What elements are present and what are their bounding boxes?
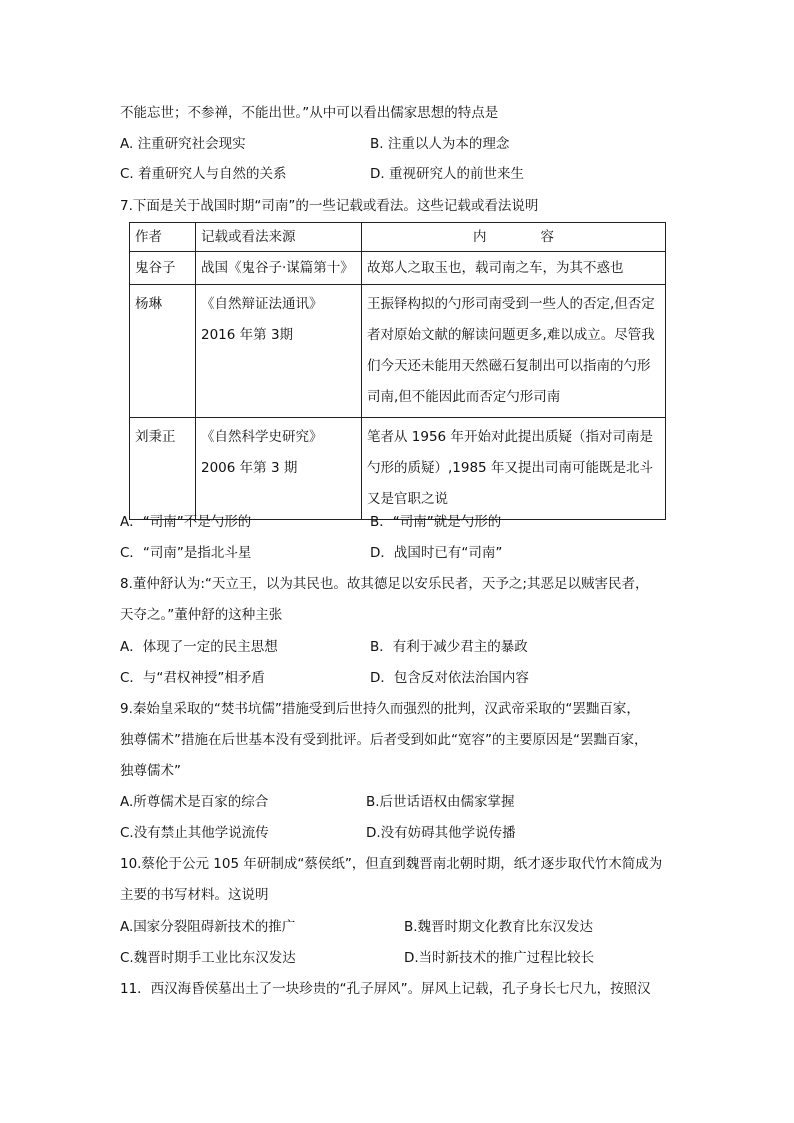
table-cell-content: 王振铎构拟的勺形司南受到一些人的否定,但否定者对原始文献的解读问题更多,难以成立。尽管我们今天还未能用天然磁石复制出可以指南的勺形司南,但不能因此而否定勺形司南 — [362, 285, 666, 418]
q8-option-d: D．包含反对依法治国内容 — [370, 670, 529, 686]
q7-stem: 7.下面是关于战国时期“司南”的一些记载或看法。这些记载或看法说明 — [120, 198, 539, 214]
table-header-author: 作者 — [130, 223, 196, 252]
q10-option-d: D.当时新技术的推广过程比较长 — [404, 950, 595, 966]
q9-option-c: C.没有禁止其他学说流传 — [120, 825, 269, 841]
table-row — [130, 252, 666, 285]
q8-stem-line-1: 8.董仲舒认为:“天立王，以为其民也。故其德足以安乐民者，天予之;其恶足以贼害民者， — [120, 576, 649, 592]
q7-option-d: D．战国时已有“司南” — [370, 545, 503, 561]
table-cell-source: 《自然科学史研究》2006 年第 3 期 — [196, 418, 362, 520]
q8-stem-line-2: 天夺之。”董仲舒的这种主张 — [120, 607, 283, 623]
q10-stem-line-1: 10.蔡伦于公元 105 年研制成“蔡侯纸”，但直到魏晋南北朝时期，纸才逐步取代竹木简成为 — [120, 856, 663, 872]
table-row — [130, 285, 666, 418]
q6-option-d: D. 重视研究人的前世来生 — [370, 166, 524, 182]
table-row — [130, 418, 666, 520]
table-cell-source: 《自然辩证法通讯》2016 年第 3期 — [196, 285, 362, 418]
table-cell-content: 笔者从 1956 年开始对此提出质疑（指对司南是勺形的质疑）,1985 年又提出司南可能既是北斗又是官职之说 — [362, 418, 666, 520]
q7-option-c: C．“司南”是指北斗星 — [120, 545, 252, 561]
q11-stem: 11．西汉海昏侯墓出土了一块珍贵的“孔子屏风”。屏风上记载，孔子身长七尺九，按照汉 — [120, 981, 651, 997]
q6-option-c: C. 着重研究人与自然的关系 — [120, 166, 287, 182]
q10-option-c: C.魏晋时期手工业比东汉发达 — [120, 950, 296, 966]
q9-option-b: B.后世话语权由儒家掌握 — [366, 794, 515, 810]
q8-option-b: B．有利于减少君主的暴政 — [370, 639, 528, 655]
q9-option-a: A.所尊儒术是百家的综合 — [120, 794, 269, 810]
table-cell-author: 鬼谷子 — [130, 252, 196, 285]
q9-option-d: D.没有妨碍其他学说传播 — [366, 825, 516, 841]
q9-stem-line-3: 独尊儒术” — [120, 763, 181, 779]
q6-stem-continued: 不能忘世；不参禅，不能出世。”从中可以看出儒家思想的特点是 — [120, 105, 499, 121]
q6-option-b: B. 注重以人为本的理念 — [370, 136, 510, 152]
q7-option-a: A．“司南”不是勺形的 — [120, 514, 252, 530]
q6-option-a: A. 注重研究社会现实 — [120, 136, 246, 152]
q10-option-b: B.魏晋时期文化教育比东汉发达 — [404, 919, 594, 935]
table-header-content: 内 容 — [362, 223, 666, 252]
table-header-source: 记载或看法来源 — [196, 223, 362, 252]
table-cell-author: 刘秉正 — [130, 418, 196, 520]
q9-stem-line-2: 独尊儒术”措施在后世基本没有受到批评。后者受到如此“宽容”的主要原因是“罢黜百家， — [120, 732, 648, 748]
q7-option-b: B．“司南”就是勺形的 — [370, 514, 502, 530]
q7-source-table — [129, 222, 666, 520]
table-cell-source: 战国《鬼谷子·谋篇第十》 — [196, 252, 362, 285]
table-cell-author: 杨琳 — [130, 285, 196, 418]
q8-option-c: C．与“君权神授”相矛盾 — [120, 670, 265, 686]
table-cell-content: 故郑人之取玉也，载司南之车，为其不惑也 — [362, 252, 666, 285]
q8-option-a: A．体现了一定的民主思想 — [120, 639, 278, 655]
q10-option-a: A.国家分裂阻碍新技术的推广 — [120, 919, 296, 935]
q9-stem-line-1: 9.秦始皇采取的“焚书坑儒”措施受到后世持久而强烈的批判，汉武帝采取的“罢黜百家， — [120, 701, 640, 717]
table-header-row — [130, 223, 666, 252]
q10-stem-line-2: 主要的书写材料。这说明 — [120, 887, 269, 903]
